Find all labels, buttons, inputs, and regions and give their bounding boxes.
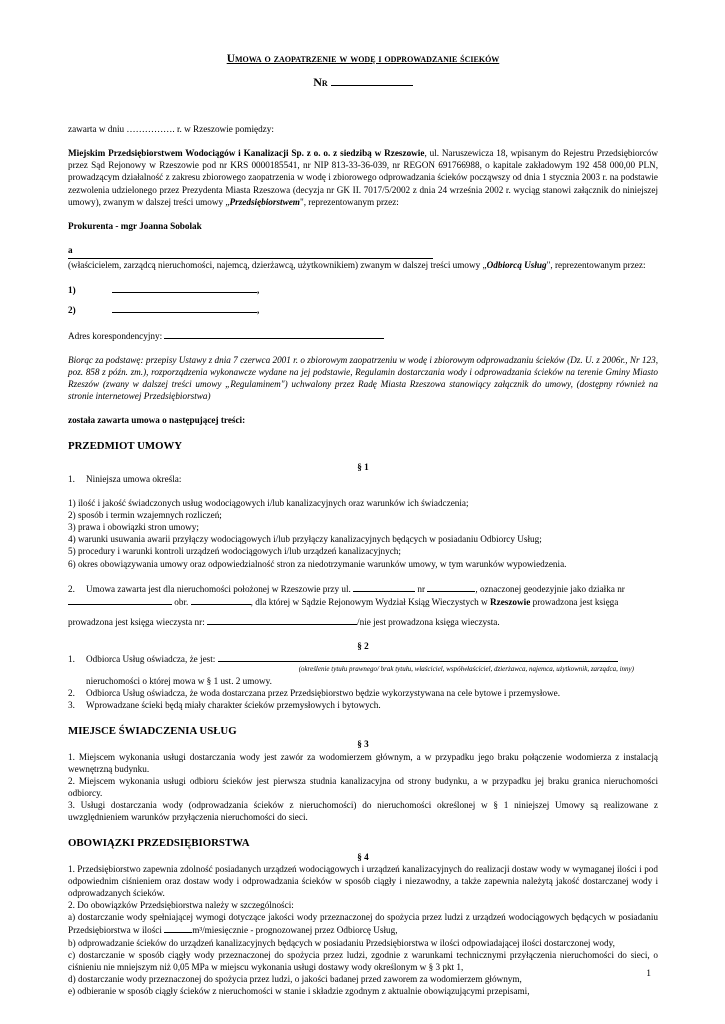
recipient-paragraph: (właścicielem, zarządcą nieruchomości, najemcą, dzierżawcą, użytkownikiem) zwanym w dalszej treści umowy „Odbiorcą Usług", reprezentowanym przez: [68, 260, 646, 271]
sec4-item-b: b) odprowadzanie ścieków do urządzeń kanalizacyjnych będących w posiadaniu Przedsiębiorstwa w ilości odpowiadającej ilości dostarczonej wody, [68, 937, 615, 948]
address-line: Adres korespondencyjny: [68, 329, 658, 342]
sec1-point-2-cont: prowadzona jest księga wieczysta nr: /nie jest prowadzona księga wieczysta. [68, 617, 500, 628]
paragraph-4-mark: § 4 [357, 851, 369, 862]
sec3-point-3: 3. Usługi dostarczania wody (odprowadzania ścieków z nieruchomości) do nieruchomości określonej w § 1 niniejszej Umowy są realizowane z uwzględnieniem warunków przyłączenia nieruchomości do sieci. [68, 800, 658, 823]
sec3-point-2: 2. Miejscem wykonania usługi odbioru ścieków jest pierwsza studnia kanalizacyjna od strony budynku, a w przypadku jej braku granica nieruchomości odbiorcy. [68, 775, 658, 798]
sec2-point-2: 2. Odbiorca Usług oświadcza, że woda dostarczana przez Przedsiębiorstwo będzie wykorzystywana na cele bytowe i przemysłowe. [68, 687, 560, 698]
paragraph-3-mark: § 3 [357, 739, 369, 750]
document-page [68, 48, 658, 997]
paragraph-1-mark: § 1 [357, 461, 369, 472]
sec4-item-c: c) dostarczanie w sposób ciągły wody przeznaczonej do spożycia przez ludzi, zgodnie z warunkami technicznymi przyłączenia nieruchomości do sieci, o ciśnieniu nie mniejszym niż 0,05 MPa w miejscu wykonania usługi dostawy wody określonym w § 3 pkt 1, [68, 949, 658, 972]
concluded-text: została zawarta umowa o następującej treści: [68, 415, 246, 426]
paragraph-2-mark: § 2 [357, 641, 369, 652]
list-item: 6) okres obowiązywania umowy oraz odpowiedzialność stron za niedotrzymanie warunków umowy, w tym warunków wypowiedzenia. [68, 558, 567, 569]
page-number: 1 [646, 969, 651, 979]
sec2-point-1: 1. Odbiorca Usług oświadcza, że jest: [68, 652, 658, 665]
company-name: Miejskim Przedsiębiorstwem Wodociągów i Kanalizacji Sp. z o. o. z siedzibą w Rzeszowie [68, 148, 425, 159]
sec3-point-1: 1. Miejscem wykonania usługi dostarczania wody jest zawór za wodomierzem głównym, a w przypadku jego braku połączenie wodomierza z instalacją wewnętrzną budynku. [68, 751, 658, 774]
legal-basis: Biorąc za podstawę: przepisy Ustawy z dnia 7 czerwca 2001 r. o zbiorowym zaopatrzeniu w wodę i zbiorowym odprowadzaniu ścieków (Dz. U. z 2006r., Nr 123, poz. 858 z późn. zm.), rozporządzenia wykonawcze wydane na jej podstawie, Regulamin dostarczania wody i odprowadzania ścieków na terenie Gminy Miasto Rzeszów (zwany w dalszej treści umowy „Regulaminem") uchwalony przez Radę Miasta Rzeszowa stanowiący załącznik do umowy, (dostępny również na stronie internetowej Przedsiębiorstwa) [68, 354, 658, 402]
legal-title-note: (określenie tytułu prawnego/ brak tytułu, właściciel, współwłaściciel, dzierżawca, najemca, użytkownik, zarządca, inny) [298, 665, 634, 674]
number-blank [331, 75, 413, 86]
sec4-item-e: e) odbieranie w sposób ciągły ścieków z nieruchomości w stanie i składzie zgodnym z aktualnie obowiązującymi przepisami, [68, 986, 530, 997]
and-label: a [68, 244, 73, 255]
section-heading-subject: PRZEDMIOT UMOWY [68, 440, 183, 453]
list-item: 5) procedury i warunki kontroli urządzeń wodociągowych i/lub urządzeń kanalizacyjnych; [68, 546, 401, 557]
sec2-point-1-cont: nieruchomości o której mowa w § 1 ust. 2 umowy. [86, 675, 272, 686]
sec4-item-d: d) dostarczanie wody przeznaczonej do spożycia przez ludzi, o jakości badanej przed zaworem za wodomierzem głównym, [68, 974, 522, 985]
representative-1: 1) , [68, 285, 260, 296]
list-item: 1) ilość i jakość świadczonych usług wodociągowych i/lub kanalizacyjnych oraz warunków ich świadczenia; [68, 497, 469, 508]
section-heading-obligations: OBOWIĄZKI PRZEDSIĘBIORSTWA [68, 837, 250, 850]
sec1-point-1: 1. Niniejsza umowa określa: [68, 473, 182, 484]
prokurent: Prokurenta - mgr Joanna Sobolak [68, 220, 202, 231]
contract-number [68, 75, 658, 91]
section-heading-place: MIEJSCE ŚWIADCZENIA USŁUG [68, 725, 237, 738]
sec4-point-1: 1. Przedsiębiorstwo zapewnia zdolność posiadanych urządzeń wodociągowych i urządzeń kanalizacyjnych do realizacji dostaw wody w wymaganej ilości i pod odpowiednim ciśnieniem oraz dostaw wody i odprowadzania ścieków w sposób ciągły i niezawodny, a także zapewnia należytą jakość dostarczanej wody i odprowadzanych ścieków. [68, 863, 658, 899]
recipient-alias: Odbiorcą Usług [486, 260, 547, 271]
list-item: 3) prawa i obowiązki stron umowy; [68, 522, 199, 533]
document-title: Umowa o zaopatrzenie w wodę i odprowadzanie ścieków [226, 53, 500, 65]
sec1-item-list [68, 497, 658, 570]
intro-text: zawarta w dniu ……………. r. w Rzeszowie pomiędzy: [68, 124, 274, 134]
sec1-point-2: 2. Umowa zawarta jest dla nieruchomości położonej w Rzeszowie przy ul. nr , oznaczonej geodezyjnie jako działka nr obr. , dla której w Sądzie Rejonowym Wydział Ksiąg Wieczystych w Rzeszowie prowadzona jest księga [68, 583, 625, 607]
company-paragraph: Miejskim Przedsiębiorstwem Wodociągów i Kanalizacji Sp. z o. o. z siedzibą w Rzeszowie, ul. Naruszewicza 18, wpisanym do Rejestru Przedsiębiorców przez Sąd Rejonowy w Rzeszowie pod nr KRS 0000185541, nr NIP 813-33-36-039, nr REGON 691766988, o kapitale zakładowym 192 458 000,00 PLN, prowadzącym działalność z zakresu zbiorowego zaopatrzenia w wodę i zbiorowego odprowadzania ścieków począwszy od dnia 1 stycznia 2003 r. na podstawie zezwolenia udzielonego przez Prezydenta Miasta Rzeszowa (decyzja nr GK II. 7017/5/2002 z dnia 24 września 2002 r. wyciąg stanowi załącznik do niniejszej umowy), zwanym w dalszej treści umowy „Przedsiębiorstwem", reprezentowanym przez: [68, 148, 659, 207]
representative-2: 2) , [68, 305, 260, 316]
sec4-item-a: a) dostarczanie wody spełniającej wymogi dotyczące jakości wody przeznaczonej do spożycia przez ludzi z urządzeń wodociągowych będących w posiadaniu Przedsiębiorstwa w ilości m³/miesięcznie - prognozowanej przez Odbiorcę Usług, [68, 912, 658, 936]
sec4-point-2: 2. Do obowiązków Przedsiębiorstwa należy w szczególności: [68, 900, 294, 911]
list-item: 2) sposób i termin wzajemnych rozliczeń; [68, 510, 222, 521]
company-alias: Przedsiębiorstwem [229, 196, 300, 207]
sec2-point-3: 3. Wprowadzane ścieki będą miały charakter ścieków przemysłowych i bytowych. [68, 699, 381, 710]
list-item: 4) warunki usuwania awarii przyłączy wodociągowych i/lub przyłączy kanalizacyjnych będących w posiadaniu Odbiorcy Usług; [68, 534, 542, 545]
number-label: Nr [313, 75, 328, 90]
